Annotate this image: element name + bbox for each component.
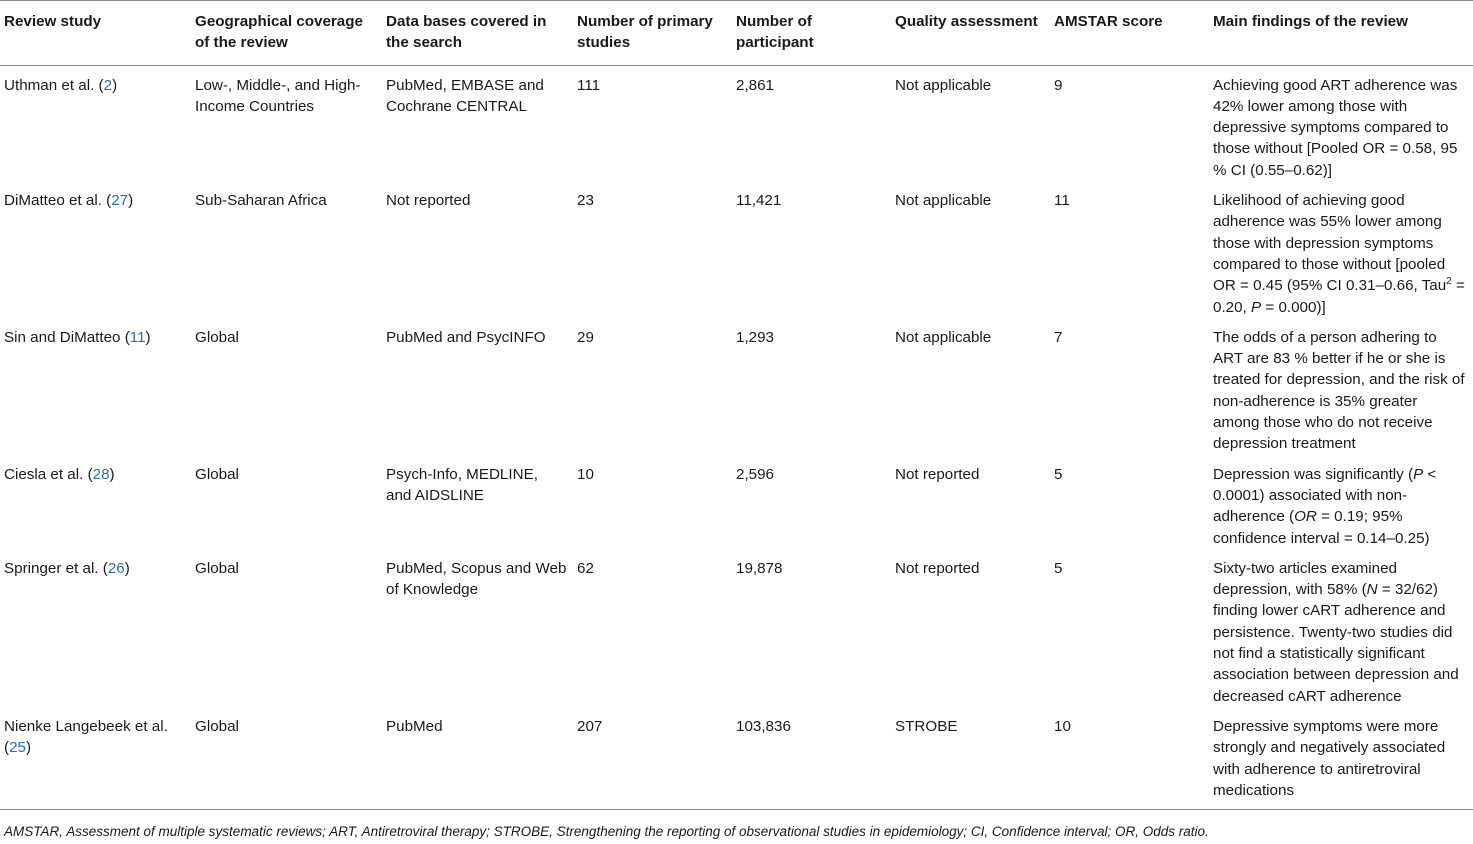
cell-amstar: 9 <box>1054 76 1063 94</box>
cell-findings: Likelihood of achieving good adherence was 55% lower among those with depression symptoms compared to those without [pooled OR = 0.45 (95% CI 0.31–0.66, Tau$^2$ = 0.20, P = 0.000)] <box>1213 192 1465 316</box>
reference-link[interactable]: 25 <box>9 739 26 757</box>
cell-quality: STROBE <box>895 717 958 735</box>
cell-databases: Not reported <box>386 192 471 210</box>
cell-participants: 103,836 <box>736 717 791 735</box>
cell-amstar: 11 <box>1054 192 1070 210</box>
col-header-databases: Data bases covered in the search <box>386 13 547 52</box>
header-row <box>0 1 1473 66</box>
cell-amstar: 5 <box>1054 559 1063 577</box>
cell-amstar: 7 <box>1054 328 1063 346</box>
cell-coverage: Low-, Middle-, and High-Income Countries <box>195 76 361 115</box>
cell-coverage: Global <box>195 559 239 577</box>
cell-databases: Psych-Info, MEDLINE, and AIDSLINE <box>386 465 538 504</box>
cell-primary: 62 <box>577 559 594 577</box>
cell-findings: Depressive symptoms were more strongly and negatively associated with adherence to antiretroviral medications <box>1213 717 1446 799</box>
cell-findings: Depression was significantly (P < 0.0001) associated with non-adherence (OR = 0.19; 95% confidence interval = 0.14–0.25) <box>1213 465 1437 547</box>
reference-link[interactable]: 26 <box>107 559 125 577</box>
cell-study: Sin and DiMatteo (11) <box>4 328 151 346</box>
table-footnote: AMSTAR, Assessment of multiple systematic reviews; ART, Antiretroviral therapy; STROBE, Strengthening the reporting of observational studies in epidemiology; CI, Confidence interval; OR, Odds ratio. <box>4 824 1209 839</box>
col-header-quality: Quality assessment <box>895 13 1038 30</box>
cell-coverage: Global <box>195 465 239 483</box>
table-row <box>0 549 1473 707</box>
cell-study: Springer et al. (26) <box>4 559 130 577</box>
table-row <box>0 181 1473 318</box>
cell-databases: PubMed, EMBASE and Cochrane CENTRAL <box>386 76 544 115</box>
cell-findings: Sixty-two articles examined depression, with 58% (N = 32/62) finding lower cART adherence and persistence. Twenty-two studies did not find a statistically significant association between depression and decreased cART adherence <box>1213 559 1459 705</box>
cell-study: DiMatteo et al. (27) <box>4 192 134 210</box>
cell-quality: Not reported <box>895 559 980 577</box>
cell-amstar: 5 <box>1054 465 1063 483</box>
table-row <box>0 707 1473 810</box>
col-header-amstar: AMSTAR score <box>1054 13 1163 30</box>
cell-amstar: 10 <box>1054 717 1071 735</box>
cell-coverage: Sub-Saharan Africa <box>195 192 327 210</box>
reference-link[interactable]: 27 <box>111 192 129 210</box>
cell-databases: PubMed <box>386 717 443 735</box>
cell-quality: Not reported <box>895 465 980 483</box>
cell-primary: 23 <box>577 192 594 210</box>
cell-findings: Achieving good ART adherence was 42% lower among those with depressive symptoms compared to those without [Pooled OR = 0.58, 95 % CI (0.55–0.62)] <box>1213 76 1458 179</box>
cell-databases: PubMed, Scopus and Web of Knowledge <box>386 559 567 599</box>
cell-study: Uthman et al. (2) <box>4 76 118 94</box>
col-header-primary-studies: Number of primary studies <box>577 13 713 52</box>
cell-databases: PubMed and PsycINFO <box>386 328 546 346</box>
reference-link[interactable]: 2 <box>103 76 113 94</box>
col-header-participants: Number of participant <box>736 13 814 52</box>
cell-quality: Not applicable <box>895 328 992 346</box>
cell-participants: 2,861 <box>736 76 775 94</box>
cell-participants: 11,421 <box>736 192 782 210</box>
cell-participants: 2,596 <box>736 465 775 483</box>
cell-participants: 19,878 <box>736 559 783 577</box>
cell-quality: Not applicable <box>895 76 992 94</box>
col-header-review-study: Review study <box>4 13 102 30</box>
cell-coverage: Global <box>195 328 239 346</box>
table-row <box>0 65 1473 181</box>
cell-primary: 10 <box>577 465 594 483</box>
reference-link[interactable]: 11 <box>129 328 146 346</box>
col-header-coverage: Geographical coverage of the review <box>195 13 363 52</box>
cell-quality: Not applicable <box>895 192 992 210</box>
table-row <box>0 455 1473 549</box>
table-row <box>0 318 1473 455</box>
cell-coverage: Global <box>195 717 239 735</box>
cell-primary: 207 <box>577 717 603 735</box>
col-header-findings: Main findings of the review <box>1213 13 1408 30</box>
cell-findings: The odds of a person adhering to ART are 83 % better if he or she is treated for depression, and the risk of non-adherence is 35% greater among those who do not receive depression treatment <box>1213 328 1465 453</box>
reference-link[interactable]: 28 <box>92 465 110 483</box>
cell-primary: 29 <box>577 328 594 346</box>
cell-study: Nienke Langebeek et al. (25) <box>4 717 168 757</box>
cell-participants: 1,293 <box>736 328 775 346</box>
cell-primary: 111 <box>577 76 601 94</box>
cell-study: Ciesla et al. (28) <box>4 465 115 483</box>
